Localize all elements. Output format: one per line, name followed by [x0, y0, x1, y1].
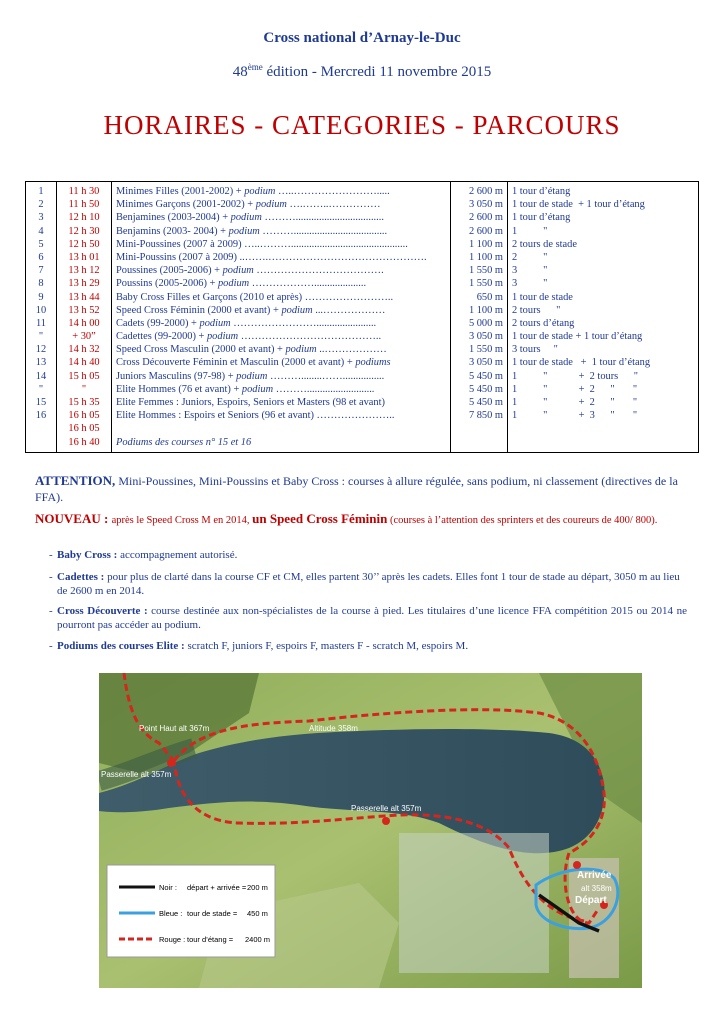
race-category — [116, 409, 446, 422]
race-time: 13 h 29 — [68, 278, 100, 290]
category-podium: podium — [206, 331, 239, 343]
bullet-cadettes: - Cadettes : pour plus de clarté dans la course CF et CM, elles partent 30’’ après les cadets. Elles font 1 tour de stade au départ, 3050 m au lieu de 2600 m en 2014. — [49, 571, 680, 597]
race-time: 13 h 01 — [68, 251, 100, 263]
category-text: Poussins (2005-2006) + — [116, 278, 218, 290]
category-podium: podium — [285, 344, 317, 356]
race-route — [512, 436, 694, 449]
race-time: 16 h 05 — [68, 410, 100, 422]
nouveau-label: NOUVEAU : — [35, 511, 112, 526]
race-distance — [455, 436, 503, 449]
race-time: 13 h 52 — [68, 304, 100, 316]
category-podium: podiums — [355, 357, 391, 369]
race-time: 13 h 12 — [68, 265, 100, 277]
bullet-label: Cross Découverte : — [57, 605, 152, 617]
category-dots: ……….......................... — [273, 383, 375, 395]
category-text: Benjamines (2003-2004) + — [116, 212, 231, 224]
bullet-text: course destinée aux non-spécialistes de la course à pied. Les titulaires d’une licence FFA compétition 2015 ou 2014 ne pourront pas accéder au podium. — [57, 605, 687, 631]
race-route: 1 tour de stade + 1 tour d’étang — [512, 331, 643, 343]
race-distance: 2 600 m — [468, 212, 503, 224]
race-route: 2 " — [512, 251, 548, 263]
category-podium: podium — [230, 212, 262, 224]
race-route-column — [508, 182, 699, 453]
attention-text: Mini-Poussines, Mini-Poussins et Baby Cross : courses à allure régulée, sans podium, ni classement (directives de la FFA). — [35, 474, 678, 504]
race-route: 1 tour de stade + 1 tour d’étang — [512, 199, 645, 211]
race-number: 8 — [38, 278, 44, 290]
category-dots: ...……………… — [312, 304, 386, 316]
category-podium: podium — [281, 304, 313, 316]
race-distance: 3 050 m — [468, 357, 503, 369]
race-number: 11 — [35, 317, 46, 329]
race-category — [116, 370, 446, 383]
race-route: 1 " — [512, 225, 548, 237]
race-number: 10 — [35, 304, 47, 316]
race-distance — [455, 422, 503, 435]
legend-name: Noir : — [159, 883, 177, 892]
race-number: 4 — [38, 225, 44, 237]
nouveau-note — [35, 512, 691, 528]
race-time: 14 h 40 — [68, 357, 100, 369]
race-category — [116, 277, 446, 290]
category-podium: podium — [255, 199, 287, 211]
edition-date: édition - Mercredi 11 novembre 2015 — [262, 64, 492, 80]
race-route: 1 " + 2 " " — [512, 397, 638, 408]
race-distance: 650 m — [476, 291, 503, 303]
race-number: 13 — [35, 357, 47, 369]
race-distance: 3 050 m — [468, 331, 503, 343]
legend-dist: 2400 m — [245, 935, 271, 944]
category-podium: podium — [217, 278, 250, 290]
race-route: 1 tour de stade — [512, 291, 573, 303]
race-time: 16 h 05 — [68, 423, 100, 435]
race-route: 1 " + 2 " " — [512, 383, 638, 395]
legend-text: tour d’étang = — [187, 935, 234, 944]
point-marker-icon — [167, 759, 175, 767]
nouveau-post: (courses à l’attention des sprinters et des coureurs de 400/ 800). — [387, 515, 658, 526]
race-route — [512, 422, 694, 435]
race-category — [116, 251, 446, 264]
category-text: Cross Découverte Féminin et Masculin (2000 et avant) + — [116, 357, 356, 369]
race-category — [116, 343, 446, 356]
race-category — [116, 264, 446, 277]
race-number: 7 — [38, 265, 44, 277]
category-text: Cadets (99-2000) + — [116, 317, 200, 329]
category-dots: ……….................................. — [261, 212, 384, 224]
category-text: Elite Hommes (76 et avant) + — [116, 383, 242, 395]
race-time: 16 h 40 — [68, 436, 100, 448]
race-time: 12 h 50 — [68, 238, 100, 250]
category-dots: ..……………… — [316, 344, 387, 356]
race-distance: 3 050 m — [468, 199, 503, 211]
finish-marker-icon — [573, 861, 581, 869]
race-distance: 1 550 m — [468, 265, 503, 277]
race-distance: 7 850 m — [468, 410, 503, 422]
race-distance: 5 000 m — [468, 317, 503, 329]
category-text: Elite Femmes : Juniors, Espoirs, Seniors et Masters (98 et avant) — [116, 397, 385, 408]
category-text: Baby Cross Filles et Garçons (2010 et après) …………………….. — [116, 291, 394, 303]
race-distance-column — [451, 182, 508, 453]
attention-label: ATTENTION, — [35, 473, 116, 488]
category-podium: Podiums des courses n° 15 et 16 — [116, 436, 252, 448]
race-time: 13 h 44 — [68, 291, 100, 303]
race-route: 2 tours d’étang — [512, 317, 575, 329]
legend-text: tour de stade = — [187, 909, 238, 918]
race-route: 1 tour d’étang — [512, 186, 571, 197]
race-time: 11 h 30 — [68, 186, 100, 197]
race-route: 2 tours " — [512, 304, 561, 316]
category-text: Mini-Poussines (2007 à 2009) …..………............................................. — [116, 238, 408, 250]
race-distance: 1 550 m — [468, 278, 503, 290]
race-route: 3 " — [512, 265, 548, 277]
race-route: 2 tours de stade — [512, 238, 577, 250]
category-dots: ………………………………….. — [238, 331, 382, 343]
bullet-text: scratch F, juniors F, espoirs F, masters F - scratch M, espoirs M. — [187, 640, 469, 652]
course-map — [99, 673, 642, 988]
race-route: 3 tours " — [512, 344, 558, 356]
map-label-passerelle-1: Passerelle alt 357m — [101, 770, 172, 779]
race-number: 9 — [38, 291, 44, 303]
category-dots: …..……………………..... — [275, 186, 390, 197]
race-distance: 2 600 m — [468, 186, 503, 197]
race-category — [116, 422, 446, 435]
race-category — [116, 356, 446, 369]
race-distance: 1 550 m — [468, 344, 503, 356]
race-category — [116, 396, 446, 409]
race-category — [116, 304, 446, 317]
race-category — [116, 317, 446, 330]
category-text: Elite Hommes : Espoirs et Seniors (96 et avant) ………………….. — [116, 410, 395, 422]
bridge-marker-icon — [382, 817, 390, 825]
race-number: " — [38, 331, 44, 343]
edition-superscript: ème — [247, 62, 263, 72]
race-time-column — [57, 182, 112, 453]
race-time: 12 h 10 — [68, 212, 100, 224]
race-route: 1 " + 2 tours " — [512, 370, 639, 382]
legend-text: départ + arrivée = — [187, 883, 247, 892]
race-time: 14 h 32 — [68, 344, 100, 356]
race-distance: 2 600 m — [468, 225, 503, 237]
schedule-row — [26, 182, 699, 453]
category-text: Minimes Filles (2001-2002) + — [116, 186, 245, 197]
category-text: Minimes Garçons (2001-2002) + — [116, 199, 256, 211]
race-number: 1 — [38, 186, 44, 197]
map-label-point-haut: Point Haut alt 367m — [139, 724, 210, 733]
race-number: 12 — [35, 344, 47, 356]
bullet-cross-decouverte: - Cross Découverte : course destinée aux non-spécialistes de la course à pied. Les titulaires d’une licence FFA compétition 2015 ou 2014 ne pourront pas accéder au podium. — [49, 605, 687, 631]
race-time: 11 h 50 — [68, 199, 100, 211]
category-text: Benjamins (2003- 2004) + — [116, 225, 229, 237]
race-number — [30, 422, 52, 435]
race-distance: 5 450 m — [468, 370, 503, 382]
map-label-depart: Départ — [575, 895, 607, 906]
race-route: 3 " — [512, 278, 548, 290]
race-time: " — [81, 383, 87, 395]
category-podium: podium — [228, 225, 260, 237]
event-edition — [0, 62, 724, 81]
race-number: 6 — [38, 251, 44, 263]
race-time: 15 h 35 — [68, 397, 100, 408]
category-text: Speed Cross Féminin (2000 et avant) + — [116, 304, 282, 316]
legend-dist: 450 m — [247, 909, 268, 918]
category-dots: ………........……................ — [267, 370, 385, 382]
race-number-column — [26, 182, 57, 453]
race-number: 5 — [38, 238, 44, 250]
race-distance: 5 450 m — [468, 397, 503, 408]
bullet-text: accompagnement autorisé. — [120, 549, 238, 561]
race-number: 14 — [35, 370, 47, 382]
category-text: Juniors Masculins (97-98) + — [116, 370, 237, 382]
map-label-altitude: Altitude 358m — [309, 724, 358, 733]
race-number: 15 — [35, 397, 47, 408]
map-svg — [99, 673, 642, 988]
race-category — [116, 291, 446, 304]
nouveau-highlight: un Speed Cross Féminin — [252, 511, 388, 526]
category-podium: podium — [244, 186, 276, 197]
race-time: + 30” — [72, 331, 96, 343]
category-podium: podium — [199, 317, 231, 329]
race-time: 12 h 30 — [68, 225, 100, 237]
category-podium: podium — [236, 370, 268, 382]
category-dots: ……….................................... — [259, 225, 388, 237]
race-route: 1 tour de stade + 1 tour d’étang — [512, 357, 651, 369]
race-number: 3 — [38, 212, 44, 224]
race-category — [116, 330, 446, 343]
race-category — [116, 225, 446, 238]
race-distance: 1 100 m — [468, 304, 503, 316]
race-number: " — [38, 383, 44, 395]
category-dots: ……………….................... — [249, 278, 367, 290]
bullet-label: Podiums des courses Elite : — [57, 640, 188, 652]
event-title: Cross national d’Arnay-le-Duc — [263, 30, 461, 46]
race-route: 1 " + 3 " " — [512, 410, 638, 422]
category-dots: ……………………....................... — [230, 317, 377, 329]
race-number — [30, 436, 52, 449]
map-label-alt: alt 358m — [581, 884, 612, 893]
map-legend — [107, 865, 275, 957]
bullet-label: Cadettes : — [57, 571, 108, 583]
category-text: Cadettes (99-2000) + — [116, 331, 207, 343]
race-category — [116, 238, 446, 251]
category-dots: ….……..…………… — [286, 199, 381, 211]
legend-name: Bleue : — [159, 909, 183, 918]
race-category — [116, 436, 446, 449]
race-category — [116, 383, 446, 396]
race-category — [116, 185, 446, 198]
race-number: 16 — [35, 410, 47, 422]
race-time: 15 h 05 — [68, 370, 100, 382]
category-podium: podium — [241, 383, 274, 395]
legend-dist: 200 m — [247, 883, 268, 892]
bullet-baby-cross: - Baby Cross : accompagnement autorisé. — [49, 549, 238, 561]
map-label-arrivee: Arrivée — [577, 870, 612, 881]
race-category-column — [112, 182, 451, 453]
race-distance: 5 450 m — [468, 383, 503, 395]
category-text: Poussines (2005-2006) + — [116, 265, 223, 277]
race-distance: 1 100 m — [468, 238, 503, 250]
page-headline: HORAIRES - CATEGORIES - PARCOURS — [103, 110, 621, 140]
campsite-area — [399, 833, 549, 973]
attention-note — [35, 473, 691, 505]
schedule-table — [25, 181, 699, 453]
category-text: Mini-Poussins (2007 à 2009) ..…….………………………………………. — [116, 251, 427, 263]
edition-number: 48 — [232, 64, 248, 80]
race-category — [116, 211, 446, 224]
category-podium: podium — [222, 265, 254, 277]
category-dots: ………………………………. — [253, 265, 384, 277]
legend-name: Rouge : — [159, 935, 186, 944]
race-time: 14 h 00 — [68, 317, 100, 329]
bullet-text: pour plus de clarté dans la course CF et CM, elles partent 30’’ après les cadets. Elles font 1 tour de stade au départ, 3050 m au lieu de 2600 m en 2014. — [57, 571, 680, 597]
race-route: 1 tour d’étang — [512, 212, 571, 224]
race-category — [116, 198, 446, 211]
bullet-podiums-elite: - Podiums des courses Elite : scratch F, juniors F, espoirs F, masters F - scratch M, espoirs M. — [49, 640, 469, 652]
bullet-label: Baby Cross : — [57, 549, 121, 561]
race-number: 2 — [38, 199, 44, 211]
nouveau-pre: après le Speed Cross M en 2014, — [111, 515, 253, 526]
race-distance: 1 100 m — [468, 251, 503, 263]
map-label-passerelle-2: Passerelle alt 357m — [351, 804, 422, 813]
category-text: Speed Cross Masculin (2000 et avant) + — [116, 344, 286, 356]
